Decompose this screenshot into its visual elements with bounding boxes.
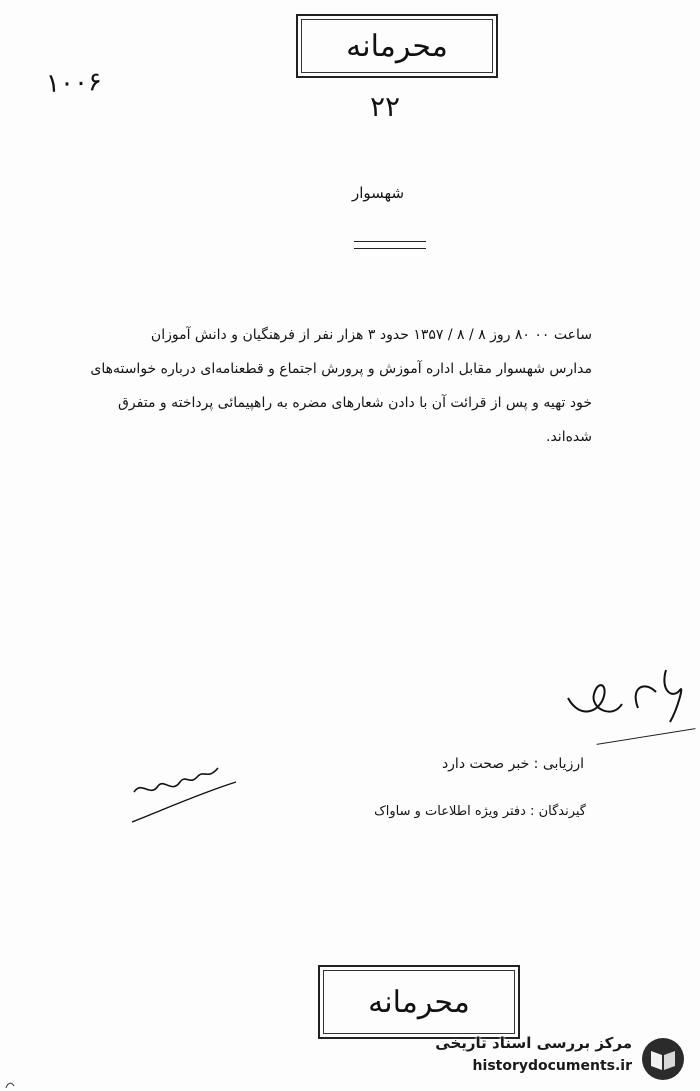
corner-mark (4, 1080, 20, 1090)
confidential-stamp-top (296, 14, 498, 78)
body-line: شده‌اند. (546, 429, 592, 445)
stamp-text: محرمانه (368, 984, 470, 1020)
body-line: مدارس شهسوار مقابل اداره آموزش و پرورش اجتماع و قطعنامه‌ای درباره خواسته‌های (90, 361, 592, 377)
watermark-org: مرکز بررسی اسناد تاریخی (435, 1034, 632, 1052)
city-heading: شهسوار (351, 184, 405, 202)
evaluation-line: ارزیابی : خبر صحت دارد (441, 756, 584, 772)
document-number: ۱۰۰۶ (45, 67, 103, 99)
body-line: ساعت ۰۰ ۸۰ روز ۸ / ۸ / ۱۳۵۷ حدود ۳ هزار نفر از فرهنگیان و دانش آموزان (150, 327, 592, 343)
handwritten-note (128, 752, 238, 832)
report-body (42, 318, 592, 454)
confidential-stamp-bottom (318, 965, 520, 1039)
watermark-site: historydocuments.ir (472, 1058, 632, 1074)
signature-line (597, 728, 696, 745)
recipients-line: گیرندگان : دفتر ویژه اطلاعات و ساواک (374, 804, 586, 819)
book-logo-icon (640, 1036, 686, 1082)
heading-underline (354, 241, 426, 249)
stamp-text: محرمانه (346, 28, 448, 64)
body-line: خود تهیه و پس از قرائت آن با دادن شعارهای مضره به راهپیمائی پرداخته و متفرق (118, 395, 592, 411)
page-number: ۲۲ (370, 90, 401, 123)
handwritten-signature-top (560, 660, 690, 730)
watermark (424, 1030, 694, 1088)
